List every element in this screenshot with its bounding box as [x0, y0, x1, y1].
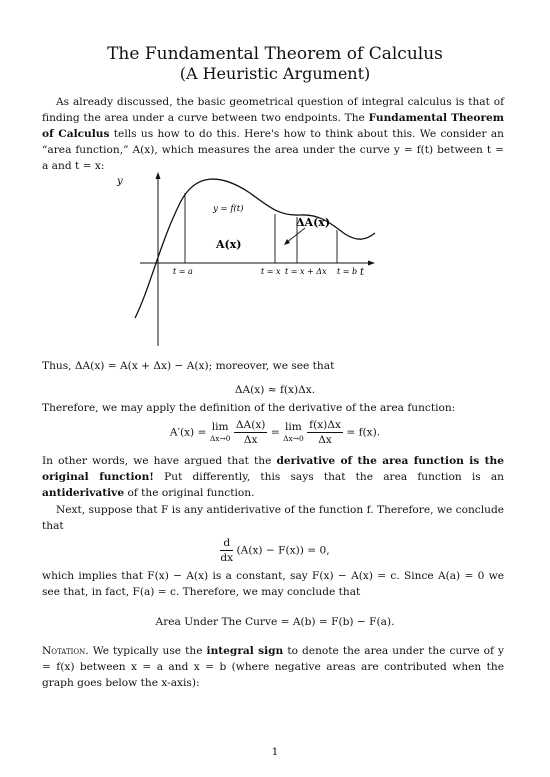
ddx-equation [0, 536, 550, 565]
para2-bold-d: antiderivative [42, 487, 125, 499]
y-axis-arrow [156, 172, 161, 179]
deq-fraction-2 [307, 418, 343, 447]
deq-lim-2: lim [285, 420, 302, 433]
notation-paragraph [42, 643, 504, 691]
notation-bold-term: integral sign [206, 645, 284, 657]
ddx-fraction [220, 536, 233, 565]
deq-rhs: = f(x). [346, 426, 381, 439]
approx-equation: ΔA(x) ≈ f(x)Δx. [234, 384, 316, 396]
page-title: The Fundamental Theorem of Calculus [107, 44, 443, 64]
ddx-den: dx [220, 552, 234, 564]
deq-num-2: f(x)Δx [309, 419, 341, 431]
paragraph-2 [42, 453, 504, 501]
derivative-equation [0, 418, 550, 447]
ddx-num: d [220, 536, 233, 551]
deq-fraction-1 [234, 418, 268, 447]
tick-label-b: t = b [337, 267, 358, 276]
deq-den-2: Δx [318, 434, 332, 446]
thus-line: Thus, ΔA(x) = A(x + Δx) − A(x); moreover, we see that [42, 360, 335, 372]
paragraph-4: which implies that F(x) − A(x) is a constant, say F(x) − A(x) = c. Since A(a) = 0 we see that, in fact, F(a) = c. Therefore, we may conclude that [42, 570, 504, 598]
tick-label-a: t = a [173, 267, 193, 276]
deq-lhs: A′(x) = [169, 426, 207, 439]
intro-paragraph [42, 94, 504, 174]
therefore-line: Therefore, we may apply the definition of the derivative of the area function: [42, 402, 456, 414]
notation-text-a: We typically use the [92, 645, 203, 657]
paragraph-3 [42, 502, 504, 534]
delta-area-label: ΔA(x) [296, 216, 331, 229]
para2-bold-b: derivative of the area function is the original function! [42, 455, 505, 483]
para2-text-e: of the original function. [127, 487, 255, 499]
tick-label-x: t = x [261, 267, 281, 276]
deq-lim-1: lim [211, 420, 229, 433]
deq-limit-1 [210, 422, 231, 444]
delta-area-pointer [286, 228, 305, 243]
area-equation: Area Under The Curve = A(b) = F(b) − F(a). [155, 616, 395, 628]
deq-den-1: Δx [243, 434, 258, 446]
tick-label-xdx: t = x + Δx [285, 267, 327, 276]
t-axis-arrow [368, 261, 375, 266]
deq-limit-2 [283, 422, 304, 444]
para2-text-c: Put differently, this says that the area function is an [164, 471, 504, 483]
area-label: A(x) [216, 238, 242, 251]
page-subtitle: (A Heuristic Argument) [179, 64, 371, 83]
intro-text-2: tells us how to do this. Here's how to think about this. We consider an “area function,” A(x), which measures the area under the curve y = f(t) between t = a and t = x: [42, 128, 504, 172]
deq-num-1: ΔA(x) [235, 419, 266, 431]
notation-label: Notation. [42, 645, 89, 657]
intro-text-1: As already discussed, the basic geometrical question of integral calculus is that of finding the area under a curve between two endpoints. The [42, 96, 504, 124]
deq-lim-sub-1: Δx→0 [209, 433, 231, 443]
curve-label: y = f(t) [213, 204, 244, 214]
para2-text-a: In other words, we have argued that the [42, 455, 272, 467]
notation-text-c: to denote the area under the curve of y = f(x) between x = a and x = b (where negative areas are contributed when the graph goes below the x-axis): [42, 645, 504, 689]
intro-bold-term: Fundamental Theorem of Calculus [42, 112, 505, 140]
page-number: 1 [271, 746, 279, 758]
curve-f [135, 179, 375, 318]
t-axis-label: t [360, 267, 365, 278]
ddx-rest: (A(x) − F(x)) = 0, [236, 544, 330, 557]
y-axis-label: y [117, 176, 123, 187]
deq-equals: = [270, 426, 280, 439]
deq-lim-sub-2: Δx→0 [283, 433, 304, 443]
area-function-graph [100, 168, 390, 350]
delta-area-pointer-head [284, 239, 290, 245]
para3-text: Next, suppose that F is any antiderivative of the function f. Therefore, we conclude that [42, 504, 504, 532]
